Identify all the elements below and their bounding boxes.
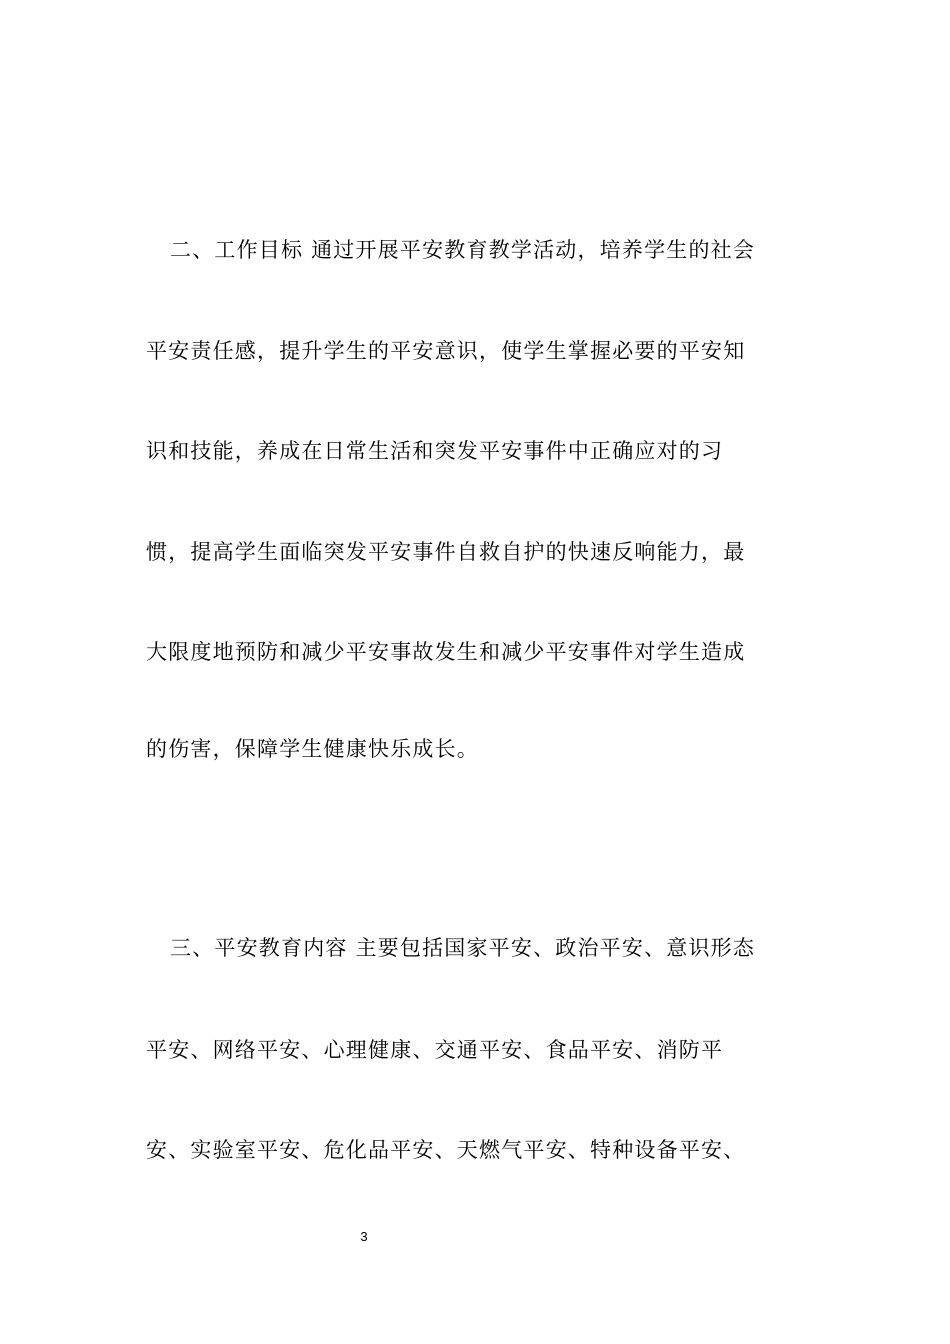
paragraph-line: 惯，提高学生面临突发平安事件自救自护的快速反响能力，最	[146, 540, 746, 564]
page-number: 3	[360, 1229, 368, 1244]
paragraph-line: 的伤害，保障学生健康快乐成长。	[146, 737, 479, 761]
paragraph-line: 大限度地预防和减少平安事故发生和减少平安事件对学生造成	[146, 640, 746, 664]
paragraph-line: 平安责任感，提升学生的平安意识，使学生掌握必要的平安知	[146, 339, 746, 363]
paragraph-line: 安、实验室平安、危化品平安、天燃气平安、特种设备平安、	[146, 1138, 746, 1162]
paragraph-line: 二、工作目标 通过开展平安教育教学活动，培养学生的社会	[170, 238, 756, 262]
paragraph-line: 三、平安教育内容 主要包括国家平安、政治平安、意识形态	[170, 936, 756, 960]
paragraph-line: 识和技能，养成在日常生活和突发平安事件中正确应对的习	[146, 439, 724, 463]
paragraph-line: 平安、网络平安、心理健康、交通平安、食品平安、消防平	[146, 1038, 724, 1062]
